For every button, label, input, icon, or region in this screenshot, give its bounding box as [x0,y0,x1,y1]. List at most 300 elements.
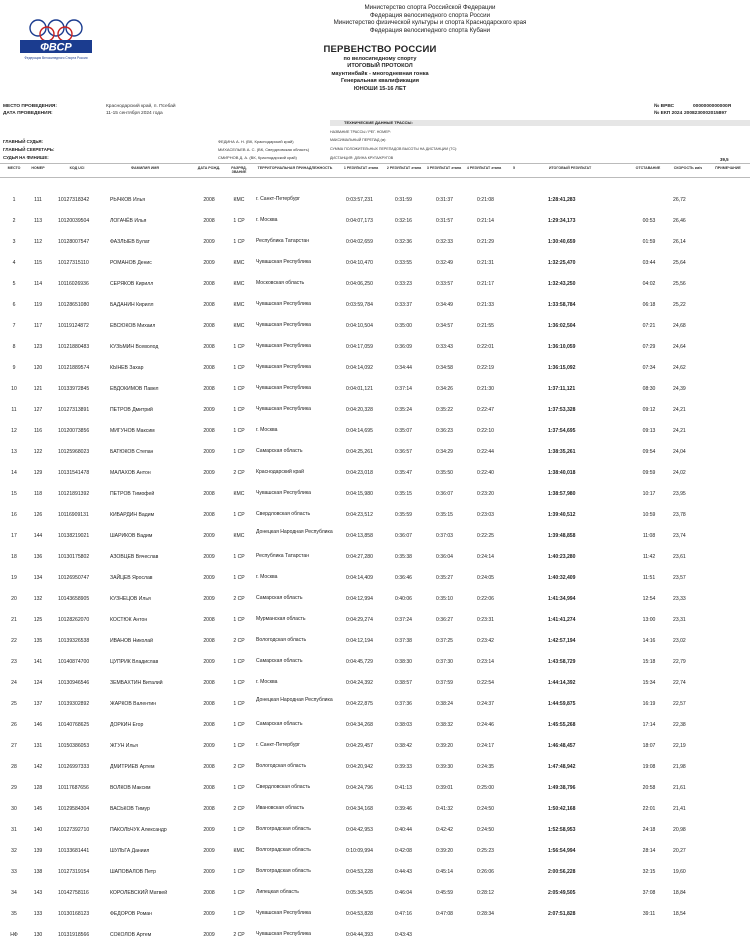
row-rank: 1 СР [233,680,245,686]
row-birth: 2009 [203,449,215,455]
row-number: 144 [33,533,43,539]
row-number: 128 [33,785,43,791]
row-region: Чувашская Республика [256,343,311,349]
row-number: 120 [33,365,43,371]
row-rank: 2 СР [233,932,245,938]
row-speed: 26,46 [673,218,686,224]
row-uci: 10125968023 [58,449,90,455]
row-result: 1:36:02,504 [548,323,576,329]
table-row [0,487,750,501]
row-lap1: 0:04:14,409 [346,575,373,581]
row-speed: 24,21 [673,407,686,413]
row-lap4: 0:24:05 [477,575,494,581]
ekp-label: № ЕКП 2024 [654,111,683,116]
row-uci: 10139326538 [58,638,90,644]
row-number: 143 [33,890,43,896]
row-lap1: 0:04:23,018 [346,470,373,476]
row-lap2: 0:39:46 [395,806,412,812]
row-birth: 2008 [203,806,215,812]
row-lap4: 0:22:01 [477,344,494,350]
row-lap4: 0:22:10 [477,428,494,434]
row-lap3: 0:38:32 [436,722,453,728]
row-place: 31 [11,827,17,833]
row-number: 127 [33,407,43,413]
row-birth: 2008 [203,197,215,203]
row-place: 19 [11,575,17,581]
row-uci: 10142758116 [58,890,89,896]
row-region: Вологодская область [256,637,307,643]
date-value: 11-15 сентября 2024 года [106,111,163,116]
table-row [0,592,750,606]
date-label: ДАТА ПРОВЕДЕНИЯ: [3,111,53,116]
row-speed: 20,27 [673,848,686,854]
row-lap3: 0:45:59 [436,890,453,896]
row-region: Волгоградская область [256,868,311,874]
row-lap4: 0:23:20 [477,491,494,497]
row-number: 119 [33,302,43,308]
row-gap: 03:44 [642,260,656,266]
row-gap: 09:13 [642,428,656,434]
row-lap1: 0:04:12,994 [346,596,373,602]
row-place: 18 [11,554,17,560]
row-rank: 1 СР [233,743,245,749]
row-name: МИГУНОВ Максим [110,428,155,434]
row-rank: КМС [233,533,245,539]
row-speed: 24,21 [673,428,686,434]
table-row [0,466,750,480]
row-birth: 2009 [203,932,215,938]
row-lap3: 0:35:22 [436,407,453,413]
row-name: КУЗЬМИН Всеволод [110,344,159,350]
row-speed: 24,62 [673,365,686,371]
row-place: 6 [12,302,16,308]
row-birth: 2008 [203,386,215,392]
row-speed: 18,84 [673,890,686,896]
row-lap2: 0:31:59 [395,197,412,203]
row-birth: 2008 [203,365,215,371]
row-name: ПЕТРОВ Дмитрий [110,407,153,413]
row-uci: 10121891392 [58,491,90,497]
row-number: 137 [33,701,43,707]
row-lap3: 0:31:37 [436,197,453,203]
row-place: 20 [11,596,17,602]
row-number: 126 [33,512,43,518]
subtitle-line: ИТОГОВЫЙ ПРОТОКОЛ [347,63,413,70]
row-speed: 22,57 [673,701,686,707]
row-birth: 2009 [203,659,215,665]
row-uci: 10127392710 [58,827,90,833]
row-uci: 10127313891 [58,407,90,413]
row-lap1: 0:03:59,784 [346,302,373,308]
row-lap1: 0:04:25,261 [346,449,373,455]
row-speed: 24,39 [673,386,686,392]
row-lap1: 0:04:34,168 [346,806,373,812]
row-name: ЖГУН Илья [110,743,138,749]
table-row [0,550,750,564]
row-lap1: 0:04:13,858 [346,533,373,539]
row-name: КОРОЛЕВСКИЙ Матвей [110,890,168,896]
official-label: ГЛАВНЫЙ СУДЬЯ: [3,139,44,144]
row-gap: 10:59 [642,512,656,518]
row-lap2: 0:35:15 [395,491,412,497]
row-gap: 10:17 [642,491,656,497]
row-rank: 1 СР [233,449,245,455]
row-lap3: 0:33:43 [436,344,453,350]
row-place: 4 [12,260,16,266]
official-label: ГЛАВНЫЙ СЕКРЕТАРЬ: [3,147,55,152]
row-speed: 23,74 [673,533,686,539]
row-lap3: 0:36:04 [436,554,453,560]
row-uci: 10121880483 [58,344,90,350]
row-lap2: 0:36:07 [395,533,412,539]
col-lap4: 4 РЕЗУЛЬТАТ этапа [466,166,502,170]
row-rank: КМС [233,323,245,329]
row-lap3: 0:47:08 [436,911,453,917]
row-place: 30 [11,806,17,812]
row-lap3: 0:38:24 [436,701,453,707]
row-lap2: 0:35:38 [395,554,412,560]
row-lap2: 0:34:44 [395,365,412,371]
official-label: СУДЬЯ НА ФИНИШЕ: [3,155,49,160]
row-lap3: 0:34:49 [436,302,453,308]
row-lap4: 0:24:50 [477,806,494,812]
row-lap3: 0:41:32 [436,806,453,812]
row-place: 33 [11,869,17,875]
row-rank: 1 СР [233,344,245,350]
row-region: Самарская область [256,448,303,454]
row-gap: 32:15 [642,869,656,875]
row-lap4: 0:24:50 [477,827,494,833]
table-row [0,907,750,921]
row-lap2: 0:44:43 [395,869,412,875]
row-rank: 1 СР [233,218,245,224]
row-place: 16 [11,512,17,518]
row-lap4: 0:21:08 [477,197,494,203]
row-lap2: 0:38:03 [395,722,412,728]
row-birth: 2009 [203,554,215,560]
row-lap1: 0:04:20,328 [346,407,373,413]
row-lap2: 0:47:16 [395,911,412,917]
row-lap3: 0:36:23 [436,428,453,434]
row-result: 1:37:54,695 [548,428,576,434]
row-speed: 26,72 [673,197,686,203]
row-name: ИВАНОВ Николай [110,638,153,644]
row-name: ЖАРКОВ Валентин [110,701,157,707]
row-birth: 2009 [203,407,215,413]
row-gap: 18:07 [642,743,656,749]
row-speed: 22,74 [673,680,686,686]
row-speed: 26,14 [673,239,686,245]
tech-data-title: ТЕХНИЧЕСКИЕ ДАННЫЕ ТРАССЫ: [330,120,750,126]
row-lap1: 0:04:20,942 [346,764,373,770]
row-lap1: 0:04:27,280 [346,554,373,560]
row-uci: 10143658905 [58,596,90,602]
row-rank: 1 СР [233,827,245,833]
row-rank: 1 СР [233,722,245,728]
row-lap1: 0:04:02,659 [346,239,373,245]
row-place: 17 [11,533,17,539]
row-place: 1 [12,197,16,203]
row-birth: 2008 [203,323,215,329]
row-uci: 10127318342 [58,197,90,203]
row-lap3: 0:39:30 [436,764,453,770]
row-place: 28 [11,764,17,770]
row-place: 5 [12,281,16,287]
row-name: РЫЧКОВ Илья [110,197,146,203]
row-rank: 1 СР [233,869,245,875]
row-birth: 2008 [203,491,215,497]
row-lap1: 0:04:29,274 [346,617,373,623]
row-lap3: 0:39:20 [436,743,453,749]
row-number: 129 [33,470,43,476]
row-birth: 2008 [203,785,215,791]
row-uci: 10130946546 [58,680,90,686]
row-speed: 21,61 [673,785,686,791]
row-lap2: 0:37:36 [395,701,412,707]
row-name: СЕРЯКОВ Кирилл [110,281,154,287]
row-place: НФ [10,932,18,938]
row-uci: 10140874700 [58,659,90,665]
row-uci: 10129584304 [58,806,90,812]
row-name: МАЛАХОВ Антон [110,470,151,476]
row-gap: 07:29 [642,344,656,350]
row-number: 117 [33,323,43,329]
row-result: 1:39:48,858 [548,533,576,539]
row-lap3: 0:39:01 [436,785,453,791]
row-lap1: 0:04:44,393 [346,932,373,938]
row-uci: 10119124872 [58,323,89,329]
subtitle-line: Генеральная квалификация [341,78,419,85]
table-row [0,802,750,816]
row-region: Ивановская область [256,805,305,811]
organizers [200,4,660,34]
row-lap4: 0:25:23 [477,848,494,854]
row-birth: 2009 [203,596,215,602]
row-birth: 2009 [203,848,215,854]
row-region: Краснодарский край [256,469,304,475]
row-result: 1:46:48,457 [548,743,576,749]
row-lap4: 0:23:03 [477,512,494,518]
row-birth: 2008 [203,701,215,707]
row-lap4: 0:21:30 [477,386,494,392]
row-rank: 1 СР [233,785,245,791]
row-speed: 25,22 [673,302,686,308]
row-uci: 10126997333 [58,764,90,770]
row-lap3: 0:32:49 [436,260,453,266]
fvsr-logo [16,14,96,62]
row-rank: КМС [233,260,245,266]
row-number: 115 [33,260,43,266]
row-name: ШАРИКОВ Вадим [110,533,153,539]
row-region: Липецкая область [256,889,299,895]
row-number: 134 [33,575,43,581]
table-row [0,256,750,270]
row-lap1: 0:03:57,231 [346,197,373,203]
row-region: Вологодская область [256,763,307,769]
row-gap: 16:19 [642,701,656,707]
row-result: 1:47:48,942 [548,764,576,770]
table-row [0,319,750,333]
row-uci: 10139302892 [58,701,90,707]
row-uci: 10116026936 [58,281,89,287]
row-uci: 10128651080 [58,302,90,308]
row-place: 29 [11,785,17,791]
row-rank: 1 СР [233,911,245,917]
row-lap2: 0:35:59 [395,512,412,518]
row-lap2: 0:46:04 [395,890,412,896]
row-lap3: 0:42:42 [436,827,453,833]
row-uci: 10128262070 [58,617,90,623]
row-uci: 10131918566 [58,932,90,938]
table-row [0,277,750,291]
row-lap2: 0:39:33 [395,764,412,770]
row-region: Чувашская Республика [256,301,311,307]
row-name: КИБАРДИН Вадим [110,512,155,518]
row-name: ФЕДОРОВ Роман [110,911,152,917]
tech-line: СУММА ПОЛОЖИТЕЛЬНЫХ ПЕРЕПАДОВ ВЫСОТЫ НА ДИСТАНЦИИ (ТС): [330,147,458,151]
tech-line: НАЗВАНИЕ ТРАССЫ / РЕГ. НОМЕР: [330,130,391,134]
row-lap1: 0:04:24,796 [346,785,373,791]
row-number: 132 [33,596,43,602]
row-place: 23 [11,659,17,665]
row-result: 1:29:34,173 [548,218,576,224]
row-uci: 10130168123 [58,911,90,917]
table-header [0,163,750,178]
row-speed: 24,02 [673,470,686,476]
row-region: Республика Татарстан [256,238,310,244]
row-place: 24 [11,680,17,686]
row-gap: 28:14 [642,848,656,854]
row-name: ПЕТРОВ Тимофей [110,491,155,497]
row-lap2: 0:42:08 [395,848,412,854]
row-lap4: 0:21:29 [477,239,494,245]
row-lap4: 0:22:40 [477,470,494,476]
row-birth: 2008 [203,428,215,434]
row-rank: 1 СР [233,890,245,896]
row-lap1: 0:04:24,392 [346,680,373,686]
row-lap4: 0:22:25 [477,533,494,539]
row-name: ПАКОЛЬЧУК Александр [110,827,167,833]
row-uci: 10127315110 [58,260,89,266]
row-rank: КМС [233,848,245,854]
row-lap1: 0:04:42,953 [346,827,373,833]
row-speed: 24,04 [673,449,686,455]
row-uci: 10133972845 [58,386,90,392]
col-speed: СКОРОСТЬ км/ч [673,166,703,170]
row-result: 1:36:10,059 [548,344,576,350]
col-rank: РАЗРЯД, ЗВАНИЕ [231,166,247,175]
org-line: Министерство спорта Российской Федерации [364,4,496,11]
row-result: 2:00:56,228 [548,869,576,875]
col-lap1: 1 РЕЗУЛЬТАТ этапа [343,166,379,170]
row-lap3: 0:31:57 [436,218,453,224]
row-place: 34 [11,890,17,896]
row-rank: 1 СР [233,428,245,434]
row-lap3: 0:33:57 [436,281,453,287]
row-number: 125 [33,617,43,623]
row-lap1: 0:04:53,828 [346,911,373,917]
row-name: ДМИТРИЕВ Артем [110,764,155,770]
row-lap3: 0:34:58 [436,365,453,371]
col-birth: ДАТА РОЖД. [197,166,221,170]
row-region: Чувашская Республика [256,406,311,412]
row-rank: 2 СР [233,764,245,770]
row-lap2: 0:38:42 [395,743,412,749]
row-rank: 1 СР [233,617,245,623]
row-gap: 15:18 [642,659,656,665]
row-region: Чувашская Республика [256,931,311,937]
row-region: Чувашская Республика [256,385,311,391]
row-lap1: 0:04:07,173 [346,218,373,224]
row-lap4: 0:22:54 [477,680,494,686]
row-number: 122 [33,449,43,455]
row-place: 35 [11,911,17,917]
row-rank: 2 СР [233,806,245,812]
row-name: КЫНЕВ Захар [110,365,144,371]
row-result: 1:45:55,268 [548,722,576,728]
official-value: МИХАСЕЛЬЕВ А. С. (ВК, Свердловская область) [218,147,310,152]
row-gap: 04:02 [642,281,656,287]
row-speed: 23,33 [673,596,686,602]
row-region: Чувашская Республика [256,259,311,265]
col-name: ФАМИЛИЯ ИМЯ [131,166,159,170]
row-birth: 2009 [203,260,215,266]
row-uci: 10120039504 [58,218,90,224]
row-birth: 2009 [203,911,215,917]
row-lap3: 0:37:30 [436,659,453,665]
row-lap4: 0:22:44 [477,449,494,455]
row-birth: 2008 [203,617,215,623]
row-lap1: 0:04:17,059 [346,344,373,350]
row-result: 1:56:54,994 [548,848,576,854]
row-uci: 10127319154 [58,869,90,875]
row-lap2: 0:35:47 [395,470,412,476]
row-number: 138 [33,869,43,875]
ekp-value: 2008230002015897 [684,111,727,116]
tech-line: МАКСИМАЛЬНЫЙ ПЕРЕПАД (м): [330,138,387,142]
row-region: г. Москва [256,679,278,685]
row-number: 114 [33,281,43,287]
row-lap2: 0:32:36 [395,239,412,245]
row-speed: 23,61 [673,554,686,560]
row-number: 142 [33,764,43,770]
row-rank: 1 СР [233,512,245,518]
row-speed: 23,57 [673,575,686,581]
row-name: ЛОГАЧЁВ Илья [110,218,147,224]
row-result: 1:41:34,994 [548,596,576,602]
row-name: РОМАНОВ Денис [110,260,152,266]
row-place: 8 [12,344,16,350]
logo-text: ФВСР [40,41,72,54]
row-speed: 25,64 [673,260,686,266]
row-speed: 24,68 [673,323,686,329]
row-lap3: 0:37:03 [436,533,453,539]
row-birth: 2008 [203,638,215,644]
row-place: 10 [11,386,17,392]
row-gap: 01:59 [642,239,656,245]
row-lap2: 0:43:43 [395,932,412,938]
row-rank: 1 СР [233,407,245,413]
logo-caption: Федерация Велосипедного Спорта России [24,56,88,60]
row-number: 118 [33,491,43,497]
row-place: 32 [11,848,17,854]
row-region: Волгоградская область [256,826,311,832]
row-place: 26 [11,722,17,728]
row-lap2: 0:35:24 [395,407,412,413]
row-result: 1:42:57,194 [548,638,576,644]
row-lap1: 0:04:10,470 [346,260,373,266]
row-lap2: 0:38:30 [395,659,412,665]
